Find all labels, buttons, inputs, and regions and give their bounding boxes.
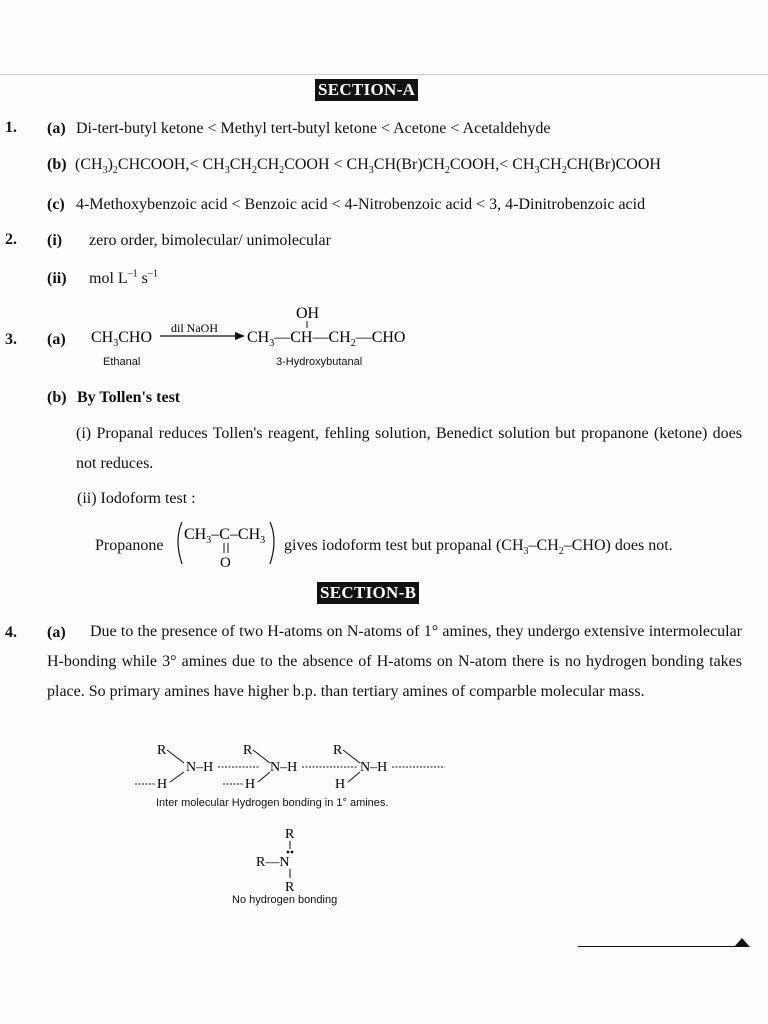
propanone-formula: $CH_3-C-CH_3$ (184, 526, 266, 546)
n-atom: N–H (360, 760, 388, 775)
page-turn-triangle (734, 938, 750, 947)
r-group-left: R—N (256, 855, 290, 870)
h-atom: H (157, 777, 168, 792)
reagent-label: dil NaOH (171, 321, 218, 335)
iodoform-text: gives iodoform test but propanal $(CH_3-CH_2-CHO)$ does not. (284, 537, 673, 558)
r-group: R (333, 743, 343, 758)
n-atom: N–H (186, 760, 214, 775)
q3a-label: (a) (47, 331, 66, 348)
question-3-number: 3. (5, 331, 17, 348)
propanone-label: Propanone (95, 537, 164, 554)
propanone-structure (174, 518, 284, 570)
reactant-formula: $CH_3CHO$ (91, 329, 153, 349)
carbonyl-oxygen: O (220, 555, 231, 570)
section-a-heading: SECTION-A (315, 79, 418, 101)
h-atom: H (245, 777, 256, 792)
q3b-i-text: (i) Propanal reduces Tollen's reagent, fehling solution, Benedict solution but propanone (ketone) does not reduces. (76, 425, 742, 472)
question-2-number: 2. (5, 231, 17, 248)
r-group-top: R (285, 827, 295, 842)
q1b-text: $(CH_3)_2CHCOOH,<$ $CH_3CH_2CH_2COOH$ < $CH_3CH(Br)CH_2COOH,<$ $CH_3CH_2CH(Br)COOH$ (75, 156, 661, 177)
bottom-rule (578, 946, 740, 947)
hbond-caption: Inter molecular Hydrogen bonding in 1° amines. (156, 797, 389, 809)
left-paren (178, 522, 182, 564)
no-hbond-caption: No hydrogen bonding (232, 894, 338, 906)
q2i-text: zero order, bimolecular/ unimolecular (89, 232, 331, 249)
section-b-heading: SECTION-B (317, 582, 419, 604)
q3b-heading: By Tollen's test (77, 389, 181, 406)
r-group: R (243, 743, 253, 758)
q3b-label: (b) (47, 389, 67, 406)
q2i-label: (i) (47, 232, 63, 249)
lone-pair-dot (291, 851, 294, 854)
q1c-text: 4-Methoxybenzoic acid < Benzoic acid < 4-Nitrobenzoic acid < 3, 4-Dinitrobenzoic acid (76, 196, 646, 213)
q1a-text: Di-tert-butyl ketone < Methyl tert-butyl ketone < Acetone < Acetaldehyde (76, 120, 551, 137)
top-rule (0, 74, 768, 75)
q1a-label: (a) (47, 120, 66, 137)
h-atom: H (335, 777, 346, 792)
q2ii-label: (ii) (47, 270, 67, 287)
reaction-arrow-head (235, 332, 245, 340)
q4a-label: (a) (47, 624, 66, 641)
q3b-ii-text: (ii) Iodoform test : (77, 490, 196, 507)
question-4-number: 4. (5, 624, 17, 641)
q2ii-text: mol $L^{-1}$ $s^{-1}$ (89, 268, 158, 287)
lone-pair-dot (287, 851, 290, 854)
r-group-bottom: R (285, 880, 295, 895)
n-atom: N–H (270, 760, 298, 775)
r-group: R (157, 743, 167, 758)
hydrogen-bonding-diagram (130, 738, 460, 794)
product-name: 3-Hydroxybutanal (276, 356, 363, 368)
q1c-label: (c) (47, 196, 65, 213)
q4a-text: Due to the presence of two H-atoms on N-atoms of 1° amines, they undergo extensive intermolecular H-bonding while 3° amines due to the absence of H-atoms on N-atom there is no hydrogen bonding takes place. So primary amines have higher b.p. than tertiary amines of comparble molecular mass. (47, 623, 742, 700)
q1b-label: (b) (47, 156, 67, 173)
right-paren (270, 522, 274, 564)
tertiary-amine-structure (250, 824, 320, 896)
question-1-number: 1. (5, 119, 17, 136)
reactant-name: Ethanal (103, 356, 141, 368)
hydroxyl-group: OH (296, 305, 320, 322)
product-formula: $CH_3—CH—CH_2—CHO$ (247, 329, 406, 349)
